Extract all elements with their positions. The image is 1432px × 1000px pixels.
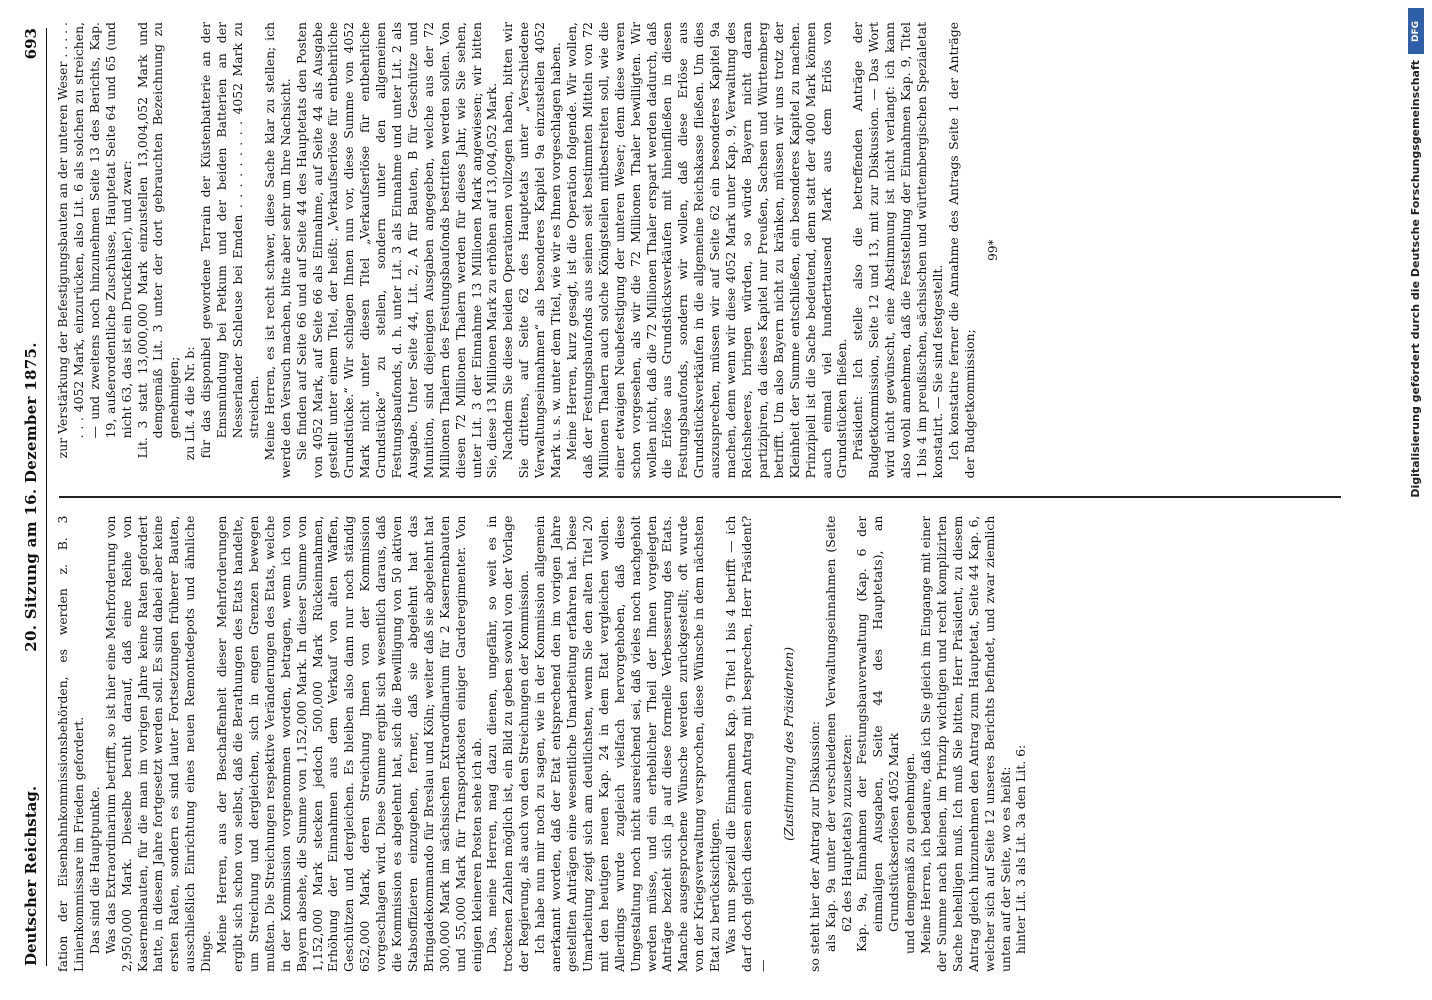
- column-left: [55, 516, 1345, 972]
- paragraph: und demgemäß zu genehmigen.: [902, 752, 918, 954]
- header-left: Deutscher Reichstag.: [22, 785, 40, 966]
- paragraph: zu Lit. 4 die Nr. b:: [182, 346, 198, 461]
- paragraph: Meine Herren, aus der Beschaffenheit dieser Mehrforderungen ergibt sich schon von selbst, daß die Berathungen des Etats handelte, um Streichung und dergleichen, sich in engen Grenzen bewegen mußten. Die Streichungen respektive Veränderungen des Etats, welche in der Kommission vorgenommen worden, betragen, wenn ich von Bayern absehe, die Summe von 1,152,000 Mark. In dieser Summe von 1,152,000 Mark stecken jedoch 500,000 Mark Rückeinnahmen, Erhöhung der Einnahmen aus dem Verkauf von alten Waffen, Geschützen und dergleichen. Es bleiben also dann nur noch ständig 652,000 Mark, deren Streichung Ihnen von der Kommission vorgeschlagen wird. Diese Summe ergibt sich wesentlich daraus, daß die Kommission es abgelehnt hat, sich die Bewilligung von 50 aktiven Stabsoffizieren einzugehen, ferner, daß sie abgelehnt hat das Bringadekommando für Breslau und Köln; weiter daß sie abgelehnt hat 300,000 Mark im sächsischen Extraordinarium für 2 Kasernenbauten und 55,000 Mark für Transportkosten einiger Garderegimenter. Von einigen kleineren Posten sehe ich ab.: [214, 515, 484, 972]
- paragraph: Ich habe nun mir noch zu sagen, wie in der Kommission allgemein anerkannt worden, daß der Etat entsprechend den im vorigen Jahre gestellten Anträgen eine wesentliche Umarbeitung erfahren hat. Diese Umarbeitung zeigt sich am deutlichsten, wenn Sie den alten Titel 20 mit den heutigen neuen Kap. 24 in dem Etat vergleichen wollen. Allerdings wurde zugleich vielfach hervorgehoben, daß diese Umgestaltung noch nicht ausreichend sei, daß vieles noch nachgeholt werden müsse, und ein erheblicher Theil der Ihnen vorgelegten Anträge bezieht sich ja auf diese formelle Verbesserung des Etats. Manche ausgesprochene Wünsche werden zurückgestellt; oft wurde von der Kriegsverwaltung versprochen, diese Wünsche in dem nächsten Etat zu berücksichtigen.: [532, 515, 723, 972]
- president-speech: Präsident: Ich stelle also die betreffenden Anträge der Budgetkommission, Seite 12 und 13, mit zur Diskussion. — Das Wort wird nicht gewünscht, eine Abstimmung ist nicht verlangt: ich kann also wohl annehmen, daß die Feststellung der Einnahmen Kap. 9, Titel 1 bis 4 im preußischen, sächsischen und württembergischen Spezialetat konstatirt. — Sie sind festgestellt.: [850, 22, 945, 479]
- header-center: 20. Sitzung am 16. Dezember 1875.: [22, 342, 40, 652]
- paragraph: Was das Extraordinarium betrifft, so ist hier eine Mehrforderung von 2,950,000 Mark. Dieselbe beruht darauf, daß eine Reihe von Kasernenbauten, für die man im vorigen Jahre keine Raten gefordert hatte, in diesem Jahre fortgesetzt werden soll. Es sind dabei aber keine ersten Raten, sondern es sind lauter Fortsetzungen früherer Bauten, ausschließlich Einrichtung eines neuen Remontedepots und ähnliche Dinge.: [102, 515, 214, 972]
- signature-mark: 99*: [985, 239, 1000, 261]
- paragraph: Das, meine Herren, mag dazu dienen, ungefähr, so weit es in trockenen Zahlen möglich ist, ein Bild zu geben sowohl von der Vorlage der Regierung, als auch von den Streichungen der Kommission.: [484, 515, 532, 972]
- page-number: 693: [22, 28, 40, 60]
- paragraph: fation der Eisenbahnkommissionsbehörden, es werden z. B. 3 Linienkommissare im Frieden gefordert.: [55, 515, 86, 972]
- motion-text: für das disponibel gewordene Terrain der Küstenbatterie an der Emsmündung bei Petkum und der beiden Batterien an der Nesserlander Schleuse bei Emden . . . . . . . . . 4052 Mark zu streichen.: [198, 22, 261, 459]
- paragraph: hinter Lit. 3 als Lit. 3a den Lit. 6:: [1013, 744, 1029, 954]
- paragraph: so steht hier der Antrag zur Diskussion:: [806, 720, 822, 972]
- digitization-text: Digitalisierung gefördert durch die Deutsche Forschungsgemeinschaft: [1409, 60, 1422, 498]
- paragraph: Nachdem Sie diese beiden Operationen vollzogen haben, bitten wir Sie drittens, auf Seite 62 des Hauptetats unter „Verschiedene Verwaltungseinnahmen“ als besonderes Kapitel 9a einzustellen 4052 Mark u. s. w. unter dem Titel, wie wir es Ihnen vorgeschlagen haben.: [500, 22, 564, 479]
- paragraph: Meine Herren, ich bedaure, daß ich Sie gleich im Eingange mit einer der Summe nach kleinen, im Prinzip wichtigen und recht komplizirten Sache behelligen muß. Ich muß Sie bitten, Herr Präsident, zu diesem Antrag gleich hinzunehmen den Antrag zum Hauptetat, Seite 44 Kap. 6, welcher sich auf Seite 12 unseres Berichts befindet, und zwar ziemlich unten auf der Seite, wo es heißt:: [918, 515, 1013, 972]
- paragraph: Was nun speziell die Einnahmen Kap. 9 Titel 1 bis 4 betrifft — ich darf doch gleich diesen einen Antrag mit besprechen, Herr Präsident? —: [723, 515, 770, 972]
- paragraph: Meine Herren, kurz gesagt, ist die Operation folgende. Wir wollen, daß der Festungsbaufonds aus seinen seit bestimmten Mitteln von 72 Millionen Thalern auch solche Königsteilen mitbestreiten soll, wie die einer etwaigen Neubefestigung der unteren Weser; denn diese waren schon vorgesehen, als wir die 72 Millionen Thaler bewilligten. Wir wollen nicht, daß die 72 Millionen Thaler erspart werden dadurch, daß die Erlöse aus Grundstücksverkäufen mit hineinfließen in diesen Festungsbaufonds, sondern wir wollen, daß diese Erlöse aus Grundstücksverkäufen in die allgemeine Reichskasse fließen. Um dies auszusprechen, müssen wir auf Seite 62 ein besonderes Kapitel 9a machen, denn wenn wir diese 4052 Mark unter Kap. 9, Verwaltung des Reichsheeres, bringen würden, so würde Bayern nicht daran partizipiren, da dieses Kapitel nur Preußen, Sachsen und Württemberg betrifft. Um also Bayern nicht zu kränken, müssen wir uns trotz der Kleinheit der Summe entschließen, ein besonderes Kapitel zu machen. Prinzipiell ist die Sache bedeutend, denn statt der 4000 Mark können auch einmal viel hunderttausend Mark aus dem Erlös von Grundstücken fließen.: [564, 22, 850, 479]
- stage-direction: (Zustimmung des Präsidenten): [780, 646, 796, 841]
- column-divider: [59, 496, 1341, 497]
- running-head: [20, 28, 47, 966]
- motion-text: Lit. 3 statt 13,000,000 Mark einzustellen 13,004,052 Mark und demgemäß Lit. 3 unter der dort gebrauchten Bezeichnung zu genehmigen;: [134, 22, 182, 459]
- dfg-logo: DFG: [1408, 8, 1424, 54]
- text-columns: [55, 22, 1345, 972]
- motion-text: zur Verstärkung der Befestigungsbauten an der unteren Weser . . . . . . . . 4052 Mark, einzurücken, also Lit. 6 als solchen zu streichen, — und zweitens noch hinzunehmen Seite 13 des Berichts, Kap. 19, außerordentliche Zuschüsse, Hauptetat Seite 64 und 65 (und nicht 63, das ist ein Druckfehler), und zwar:: [55, 22, 134, 459]
- motion-text: als Kap. 9a unter der verschiedenen Verwaltungseinnahmen (Seite 62 des Hauptetats) zuzusetzen:: [822, 515, 854, 952]
- digitization-note: [1402, 0, 1430, 1000]
- paragraph: Das sind die Hauptpunkte.: [86, 786, 102, 954]
- column-right: [55, 22, 1345, 478]
- paragraph: Sie finden auf Seite 66 und auf Seite 44 des Hauptetats den Posten von 4052 Mark, auf Seite 66 als Einnahme, auf Seite 44 als Ausgabe gestellt unter einem Titel, der heißt: „Verkaufserlöse für entbehrliche Grundstücke.“ Wir schlagen Ihnen nun vor, diese Summe von 4052 Mark nicht unter diesen Titel „Verkaufserlöse für entbehrliche Grundstücke“ zu stellen, sondern unter den allgemeinen Festungsbaufonds, d. h. unter Lit. 3 als Einnahme und unter Lit. 2 als Ausgabe. Unter Seite 44, Lit. 2, A für Bauten, B für Geschütze und Munition, sind diejenigen Ausgaben angegeben, welche aus der 72 Millionen Thalern des Festungsbaufonds bestritten werden sollen. Von diesen 72 Millionen Thalern werden für dieses Jahr, wie Sie sehen, unter Lit. 3 der Einnahme 13 Millionen Mark angewiesen; wir bitten Sie, diese 13 Millionen Mark zu erhöhen auf 13,004,052 Mark.: [293, 22, 500, 479]
- motion-text: Kap. 9a, Einnahmen der Festungsbauverwaltung (Kap. 6 der einmaligen Ausgaben, Seite 44 des Hauptetats), an Grundstückserlösen 4052 Mark: [854, 515, 902, 952]
- paragraph: Ich konstatire ferner die Annahme des Antrags Seite 1 der Anträge der Budgetkommission;: [945, 22, 977, 479]
- paragraph: Meine Herren, es ist recht schwer, diese Sache klar zu stellen; ich werde den Versuch machen, bitte aber sehr um Ihre Nachsicht.: [261, 22, 293, 479]
